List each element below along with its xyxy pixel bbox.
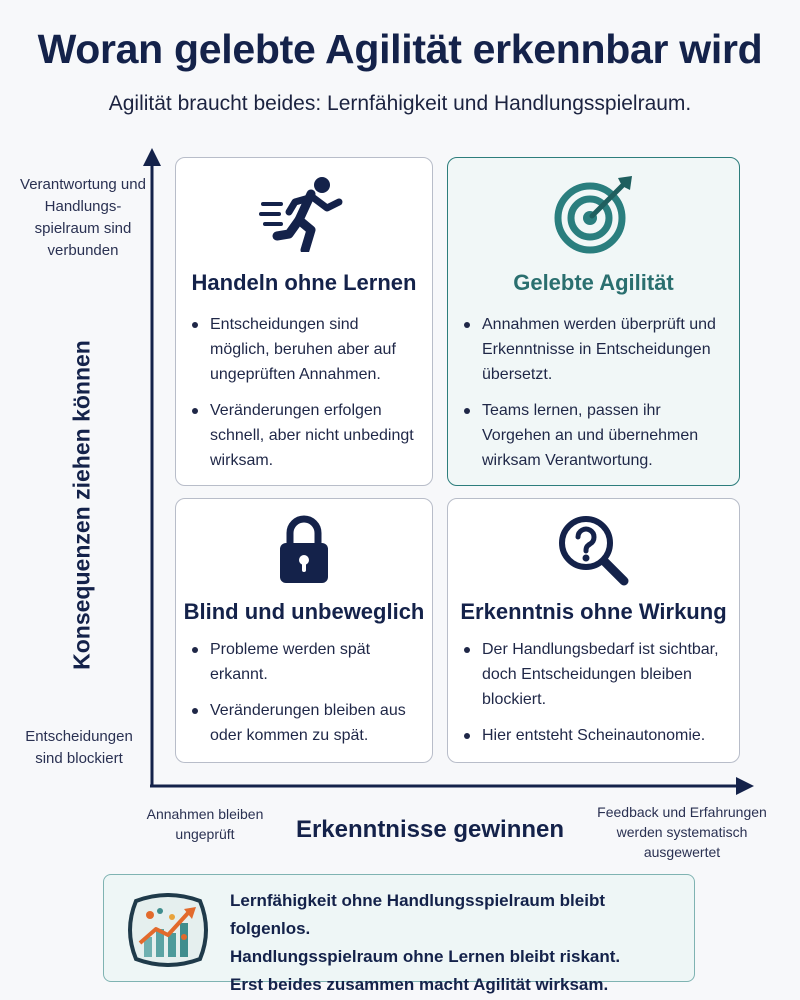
summary-line: Erst beides zusammen macht Agilität wirksam. xyxy=(230,975,609,994)
quadrant-handeln-ohne-lernen xyxy=(175,157,433,486)
y-axis-arrowhead xyxy=(143,148,161,166)
y-axis-top-label: Verantwortung und Handlungs-spielraum sind verbunden xyxy=(20,176,146,259)
magnifier-question-icon xyxy=(448,513,739,589)
bullet-item: Hier entsteht Scheinautonomie. xyxy=(462,723,725,748)
x-axis-left-label: Annahmen bleiben ungeprüft xyxy=(146,806,264,842)
quadrant-gelebte-agilitaet xyxy=(447,157,740,486)
y-axis-title: Konsequenzen ziehen können xyxy=(68,340,95,670)
page-subtitle: Agilität braucht beides: Lernfähigkeit und Handlungsspielraum. xyxy=(108,92,692,115)
quadrant-bullets xyxy=(462,312,725,484)
quadrant-bullets xyxy=(462,637,725,759)
bullet-item: Veränderungen bleiben aus oder kommen zu spät. xyxy=(190,698,418,748)
summary-text xyxy=(230,887,684,999)
quadrant-title: Erkenntnis ohne Wirkung xyxy=(460,599,727,624)
target-icon xyxy=(448,174,739,254)
bullet-item: Der Handlungsbedarf ist sichtbar, doch Entscheidungen bleiben blockiert. xyxy=(462,637,725,712)
quadrant-erkenntnis-ohne-wirkung xyxy=(447,498,740,763)
summary-box xyxy=(103,874,695,994)
quadrant-bullets xyxy=(190,312,418,484)
x-axis-title: Erkenntnisse gewinnen xyxy=(295,816,565,843)
summary-line: Handlungsspielraum ohne Lernen bleibt riskant. xyxy=(230,947,621,966)
quadrant-title: Gelebte Agilität xyxy=(513,270,674,295)
x-axis-arrowhead xyxy=(736,777,754,795)
bullet-item: Probleme werden spät erkannt. xyxy=(190,637,418,687)
page-title: Woran gelebte Agilität erkennbar wird xyxy=(37,26,763,72)
x-axis-right-label: Feedback und Erfahrungen werden systematisch ausgewertet xyxy=(597,804,767,860)
y-axis-bottom-label: Entscheidungen sind blockiert xyxy=(25,728,133,767)
quadrant-title: Handeln ohne Lernen xyxy=(191,270,417,295)
bullet-item: Entscheidungen sind möglich, beruhen aber auf ungeprüften Annahmen. xyxy=(190,312,418,387)
summary-line: Lernfähigkeit ohne Handlungsspielraum bleibt folgenlos. xyxy=(230,891,605,938)
bullet-item: Teams lernen, passen ihr Vorgehen an und übernehmen wirksam Verantwortung. xyxy=(462,398,725,473)
quadrant-bullets xyxy=(190,637,418,759)
bullet-item: Veränderungen erfolgen schnell, aber nicht unbedingt wirksam. xyxy=(190,398,418,473)
running-person-icon xyxy=(176,176,432,252)
growth-chart-emblem-icon xyxy=(126,893,210,972)
bullet-item: Annahmen werden überprüft und Erkenntnisse in Entscheidungen übersetzt. xyxy=(462,312,725,387)
quadrant-blind-und-unbeweglich xyxy=(175,498,433,763)
quadrant-title: Blind und unbeweglich xyxy=(183,599,425,624)
padlock-icon xyxy=(176,513,432,585)
